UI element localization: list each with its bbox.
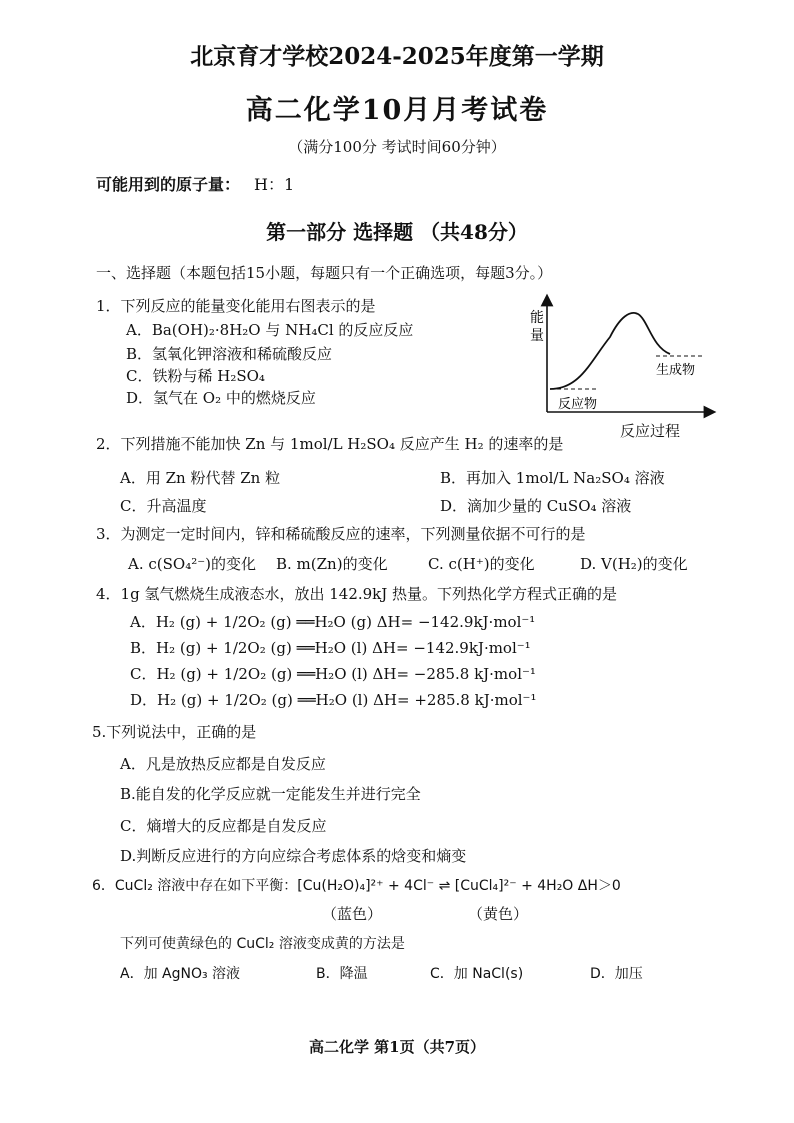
q5-option-c: C．熵增大的反应都是自发反应	[120, 817, 327, 835]
q5-option-b: B.能自发的化学反应就一定能发生并进行完全	[120, 785, 421, 803]
q4-stem: 4．1g 氢气燃烧生成液态水，放出 142.9kJ 热量。下列热化学方程式正确的是	[96, 585, 618, 603]
q1-option-b: B．氢氧化钾溶液和稀硫酸反应	[126, 345, 333, 363]
q3-option-a: A. c(SO₄²⁻)的变化	[128, 555, 256, 573]
q6-option-c: C．加 NaCl(s)	[430, 966, 524, 982]
q1-stem: 1．下列反应的能量变化能用右图表示的是	[96, 297, 376, 315]
q4-option-c: C．H₂ (g) + 1/2O₂ (g) ══H₂O (l) ΔH= −285.8 kJ·mol⁻¹	[130, 665, 536, 683]
q3-option-d: D. V(H₂)的变化	[580, 555, 688, 573]
q6-option-a: A．加 AgNO₃ 溶液	[120, 966, 241, 982]
product-label: 生成物	[656, 363, 696, 378]
q3-option-c: C. c(H⁺)的变化	[428, 555, 535, 573]
energy-curve	[550, 313, 670, 389]
q6-option-d: D．加压	[590, 966, 643, 982]
q2-option-d: D．滴加少量的 CuSO₄ 溶液	[440, 497, 632, 515]
x-axis-label: 反应过程	[620, 422, 681, 440]
exam-title: 高二化学10月月考试卷	[245, 95, 549, 126]
exam-subtitle: （满分100分 考试时间60分钟）	[288, 138, 506, 156]
q3-option-b: B. m(Zn)的变化	[276, 555, 388, 573]
section-heading: 一、选择题（本题包括15小题，每题只有一个正确选项，每题3分。）	[96, 264, 553, 282]
q6-option-b: B．降温	[316, 966, 368, 982]
atomic-mass-line	[96, 172, 294, 195]
q6-stem: 6．CuCl₂ 溶液中存在如下平衡：[Cu(H₂O)₄]²⁺ + 4Cl⁻ ⇌ [CuCl₄]²⁻ + 4H₂O ΔH＞0	[92, 878, 621, 894]
part-title: 第一部分 选择题 （共48分）	[266, 220, 528, 244]
y-axis-label-2: 量	[530, 328, 544, 344]
q2-option-b: B．再加入 1mol/L Na₂SO₄ 溶液	[440, 469, 665, 487]
q1-option-c: C．铁粉与稀 H₂SO₄	[126, 367, 265, 385]
q4-option-a: A．H₂ (g) + 1/2O₂ (g) ══H₂O (g) ΔH= −142.9kJ·mol⁻¹	[130, 613, 536, 631]
q6-yellow-label: （黄色）	[468, 905, 529, 923]
q2-stem: 2．下列措施不能加快 Zn 与 1mol/L H₂SO₄ 反应产生 H₂ 的速率的是	[96, 435, 564, 453]
school-header: 北京育才学校2024-2025年度第一学期	[190, 43, 604, 70]
q5-stem: 5.下列说法中，正确的是	[92, 723, 257, 741]
q2-option-c: C．升高温度	[120, 497, 207, 515]
atomic-mass-value: H：1	[254, 175, 295, 194]
q3-stem: 3．为测定一定时间内，锌和稀硫酸反应的速率，下列测量依据不可行的是	[96, 525, 586, 543]
q6-ask: 下列可使黄绿色的 CuCl₂ 溶液变成黄的方法是	[120, 936, 405, 952]
q2-option-a: A．用 Zn 粉代替 Zn 粒	[120, 469, 281, 487]
q5-option-a: A．凡是放热反应都是自发反应	[120, 755, 326, 773]
q5-option-d: D.判断反应进行的方向应综合考虑体系的焓变和熵变	[120, 847, 467, 865]
y-axis-label-1: 能	[530, 310, 544, 326]
q4-option-b: B．H₂ (g) + 1/2O₂ (g) ══H₂O (l) ΔH= −142.9kJ·mol⁻¹	[130, 639, 531, 657]
q6-blue-label: （蓝色）	[322, 905, 383, 923]
q4-option-d: D．H₂ (g) + 1/2O₂ (g) ══H₂O (l) ΔH= +285.8 kJ·mol⁻¹	[130, 691, 537, 709]
page-footer: 高二化学 第1页（共7页）	[308, 1038, 486, 1056]
atomic-mass-label: 可能用到的原子量：	[96, 175, 241, 194]
q1-option-d: D．氢气在 O₂ 中的燃烧反应	[126, 389, 316, 407]
q1-option-a: A．Ba(OH)₂·8H₂O 与 NH₄Cl 的反应反应	[126, 321, 414, 339]
reactant-label: 反应物	[558, 397, 598, 412]
